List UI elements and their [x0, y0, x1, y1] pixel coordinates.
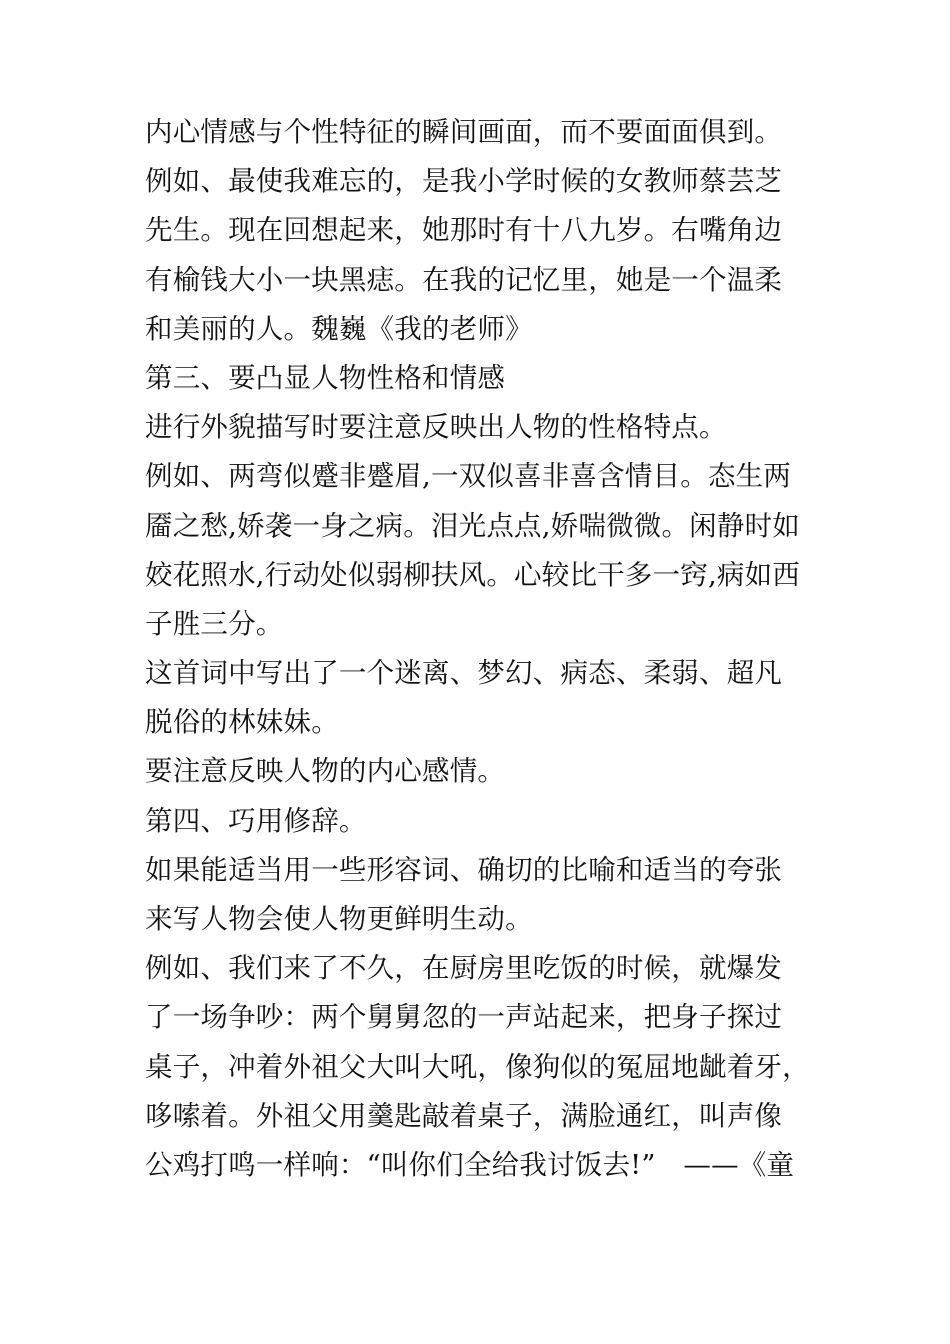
text-line: 和美丽的人。魏巍《我的老师》	[145, 312, 533, 345]
text-line: 内心情感与个性特征的瞬间画面，而不要面面俱到。	[145, 116, 783, 148]
text-line: 例如、我们来了不久，在厨房里吃饭的时候，就爆发	[145, 952, 783, 985]
text-line: 子胜三分。	[145, 607, 284, 640]
text-line: 公鸡打鸣一样响：“叫你们全给我讨饭去!” ——《童	[145, 1148, 795, 1181]
text-line: 例如、最使我难忘的，是我小学时候的女教师蔡芸芝	[145, 165, 783, 198]
text-line: 脱俗的林妹妹。	[145, 706, 339, 739]
text-line: 了一场争吵：两个舅舅忽的一声站起来，把身子探过	[145, 1001, 783, 1034]
text-line: 哆嗦着。外祖父用羹匙敲着桌子，满脸通红，叫声像	[145, 1099, 783, 1132]
text-line: 姣花照水,行动处似弱柳扶风。心较比干多一窍,病如西	[145, 558, 800, 591]
text-line: 进行外貌描写时要注意反映出人物的性格特点。	[145, 411, 727, 444]
text-line: 这首词中写出了一个迷离、梦幻、病态、柔弱、超凡	[145, 657, 783, 690]
section-heading: 第三、要凸显人物性格和情感	[145, 361, 506, 394]
section-heading: 第四、巧用修辞。	[145, 804, 367, 837]
text-line: 有榆钱大小一块黑痣。在我的记忆里，她是一个温柔	[145, 263, 783, 296]
document-page	[145, 108, 810, 1190]
text-line: 如果能适当用一些形容词、确切的比喻和适当的夸张	[145, 853, 783, 886]
text-line: 例如、两弯似蹙非蹙眉,一双似喜非喜含情目。态生两	[145, 460, 792, 493]
text-line: 靥之愁,娇袭一身之病。泪光点点,娇喘微微。闲静时如	[145, 509, 800, 542]
text-line: 先生。现在回想起来，她那时有十八九岁。右嘴角边	[145, 214, 783, 247]
text-line: 来写人物会使人物更鲜明生动。	[145, 903, 533, 935]
text-line: 要注意反映人物的内心感情。	[145, 755, 506, 788]
text-line: 桌子，冲着外祖父大叫大吼，像狗似的冤屈地龇着牙，	[145, 1050, 810, 1083]
